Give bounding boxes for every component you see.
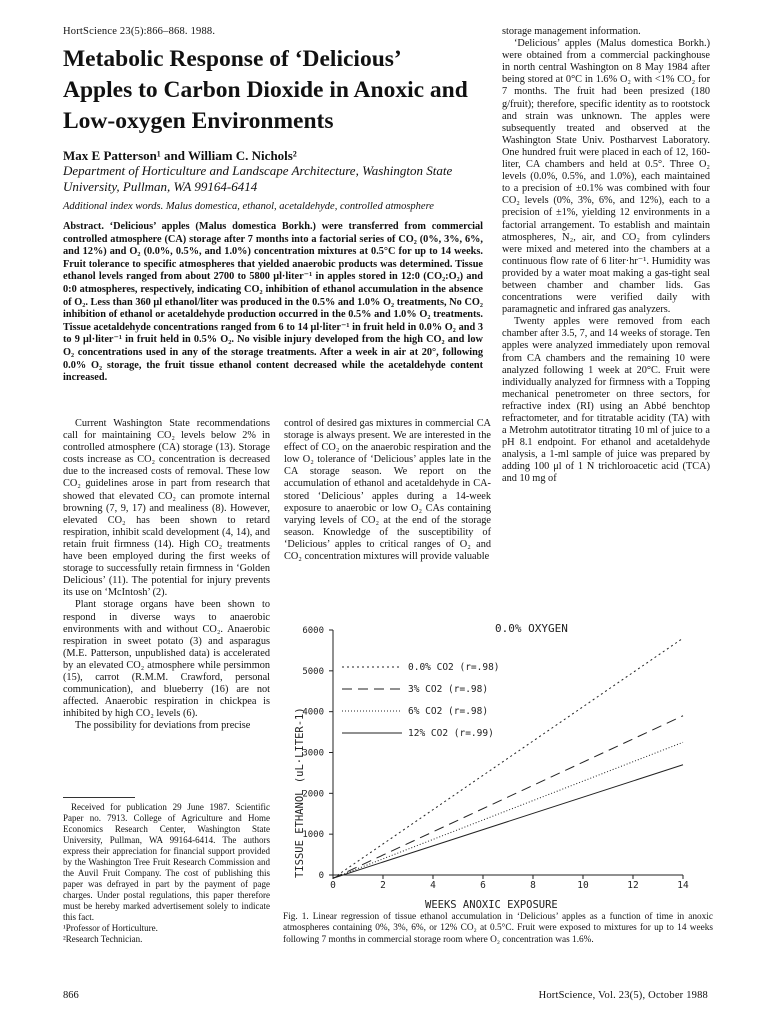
y-tick-label: 0: [318, 871, 324, 881]
affiliation: Department of Horticulture and Landscape Architecture, Washington State University, Pullman, WA 99164-6414: [63, 163, 453, 194]
abstract: Abstract. ‘Delicious’ apples (Malus domestica Borkh.) were transferred from commercial controlled atmosphere (CA) storage after 7 months into a factorial series of CO₂ (0%, 3%, 6%, and 12%) and O₂ (0.0%, 0.5%, and 1.0%) concentration mixtures at 0.5°C for up to 14 weeks. Fruit tolerance to specific atmospheres that yielded anaerobic products was determined. Tissue ethanol levels ranged from about 2700 to 5800 μl·liter⁻¹ in apples stored in 12:0 (CO₂:O₂) and 0:0 atmospheres, respectively, indicating CO₂ inhibition of ethanol accumulation in the absence of O₂. Less than 360 μl ethanol/liter was produced in the 0.5% and 1.0% O₂ treatments, No CO₂ inhibition of ethanol or acetaldehyde production occurred in the 0.5% and 1.0% O₂ treatments. Tissue acetaldehyde concentrations ranged from 6 to 14 μl·liter⁻¹ in fruit held in 0.0% O₂ and 3 to 9 μl·liter⁻¹ in fruit held in 0.5% O₂. No visible injury developed from the high CO₂ and low O₂ concentrations used in any of the storage treatments. After a week in air at 20°, following 0.0% O₂ storage, the fruit tissue ethanol content decreased while the acetaldehyde content increased.: [63, 221, 483, 384]
page-number: 866: [63, 990, 79, 1001]
paragraph: ‘Delicious’ apples (Malus domestica Borkh.) were obtained from a commercial packinghouse in north central Washington on 8 May 1984 after being stored at 0°C in 1.6% O₂ with <1% CO₂ for 7 months. The fruit had been presized (180 g/fruit); therefore, specific identity as to rootstock and strain was unknown. The apples were subsequently treated and observed at the Washington State Univ. Postharvest Laboratory. One hundred fruit were placed in each of 12, 160-liter, CA chambers and held at 0.5°. Three O₂ levels (0.0%, 0.5%, and 1.0%), each maintained to a precision of ±0.1% was combined with four CO₂ levels (0%, 3%, 6%, and 12%), each to a precision of ±1%, yielding 12 environments in a factorial arrangement. To establish and maintain atmospheres, N₂, air, and CO₂ from cylinders were mixed and metered into the chambers at a continuous flow rate of 6 liter·hr⁻¹. Humidity was provided by a water moat making a gas-tight seal between chamber and chamber lids. Gas concentrations were verified daily with paramagnetic and infrared gas analyzers.: [502, 38, 710, 316]
x-tick-label: 12: [627, 880, 639, 891]
footnote: ¹Professor of Horticulture.: [63, 923, 158, 933]
x-tick-label: 2: [380, 880, 386, 891]
body-column-1: [63, 418, 270, 732]
legend-entry: 0.0% CO2 (r=.98): [408, 662, 500, 673]
y-tick-label: 5000: [302, 666, 324, 677]
x-tick-label: 4: [430, 880, 436, 891]
authors: Max E Patterson¹ and William C. Nichols²: [63, 148, 297, 163]
y-tick-label: 1000: [302, 830, 324, 841]
ethanol-chart: [270, 612, 710, 910]
figure-caption: Fig. 1. Linear regression of tissue ethanol accumulation in ‘Delicious’ apples as a function of time in anoxic atmospheres containing 0%, 3%, 6%, or 12% CO₂ at 0.5°C. Fruit were exposed to mixtures for up to 14 weeks following 7 months in commercial storage room where O₂ concentration was 1.6%.: [283, 912, 713, 945]
footnote-divider: [63, 797, 135, 798]
y-tick-label: 6000: [302, 626, 324, 636]
series-line: [333, 638, 683, 878]
series-line: [333, 765, 683, 879]
footnotes: [63, 802, 270, 945]
chart-title: 0.0% OXYGEN: [495, 622, 568, 635]
footnote: ²Research Technician.: [63, 934, 143, 944]
paragraph: control of desired gas mixtures in commercial CA storage is always present. We are interested in the effect of CO₂ on the anaerobic respiration and the low O₂ tolerance of ‘Delicious’ apples late in the CA storage season. We report on the accumulation of ethanol and acetaldehyde in CA-stored ‘Delicious’ apples during a 14-week exposure to anaerobic or low O₂ CAs containing varying levels of CO₂ at the end of the storage season. Knowledge of the susceptibility of ‘Delicious’ apples to critical ranges of O₂ and CO₂ concentration mixtures will provide valuable: [284, 418, 491, 563]
paragraph: storage management information.: [502, 26, 641, 37]
y-tick-label: 2000: [302, 789, 324, 800]
legend-entry: 3% CO2 (r=.98): [408, 684, 489, 695]
body-column-2: [284, 418, 491, 563]
x-tick-label: 10: [577, 880, 589, 891]
body-column-3: [502, 26, 710, 486]
journal-header: HortScience 23(5):866–868. 1988.: [63, 26, 216, 37]
legend-entry: 12% CO2 (r=.99): [408, 728, 494, 739]
x-tick-label: 14: [677, 880, 689, 891]
paragraph: The possibility for deviations from precise: [75, 720, 251, 732]
x-tick-label: 0: [330, 880, 336, 891]
y-axis-label: TISSUE ETHANOL (uL·LITER-1): [294, 707, 306, 878]
y-tick-label: 4000: [302, 707, 324, 718]
footnote: Received for publication 29 June 1987. Scientific Paper no. 7913. College of Agriculture and Home Economics Research Center, Washington State University, Pullman, WA 99164-6414. The authors express their appreciation for financial support provided by the Washington Tree Fruit Research Commission and the Auvil Fruit Company. The cost of publishing this paper was defrayed in part by the payment of page charges. Under postal regulations, this paper therefore must be hereby marked advertisement solely to indicate this fact.: [63, 802, 270, 922]
x-axis-label: WEEKS ANOXIC EXPOSURE: [425, 899, 558, 910]
paragraph: Twenty apples were removed from each chamber after 3.5, 7, and 14 weeks of storage. Ten apples were analyzed immediately upon removal from CA chambers and the remaining 10 were analyzed following 1 week at 20°C. Fruit were individually analyzed for firmness with a Topping mechanical penetrometer on three sectors, for refractive index (RI) using an Abbé benchtop refractometer, and for titratable acidity (TA) with a Metrohm autotitrator titrating 10 ml of juice to a pH 8.1 endpoint. For ethanol and acetaldehyde analysis, a 1-ml sample of juice was prepared by adding 100 μl of 1 N trichloroacetic acid (TCA) and 10 mg of: [502, 316, 710, 485]
x-tick-label: 6: [480, 880, 486, 891]
article-title: Metabolic Response of ‘Delicious’ Apples to Carbon Dioxide in Anoxic and Low-oxygen Environments: [63, 46, 468, 134]
series-line: [333, 742, 683, 878]
legend-entry: 6% CO2 (r=.98): [408, 706, 489, 717]
x-tick-label: 8: [530, 880, 536, 891]
paragraph: Current Washington State recommendations call for maintaining CO₂ levels below 2% in controlled atmosphere (CA) storage (13). Storage costs increase as CO₂ concentration is decreased due to the increased costs of removal. These low CO₂ guidelines arose in part from research that showed that elevated CO₂ can promote internal browning (7, 9, 17) and mealiness (8). However, elevated CO₂ has been shown to retard respiration, inhibit scald development (4, 14), and retain fruit firmness (14). High CO₂ treatments have been employed during the first weeks of storage to successfully retain firmness in ‘Golden Delicious’ (11). The potential for injury prevents its use on ‘McIntosh’ (2).: [63, 418, 270, 599]
footer-journal: HortScience, Vol. 23(5), October 1988: [538, 990, 708, 1001]
y-tick-label: 3000: [302, 748, 324, 759]
series-line: [333, 716, 683, 879]
paragraph: Plant storage organs have been shown to respond in diverse ways to anaerobic environments with and without CO₂. Anaerobic respiration in sweet potato (3) and asparagus (M.E. Patterson, unpublished data) is accelerated by an elevated CO₂ atmosphere while persimmon (15), carrot (R.M.M. Crawford, personal communication), and blueberry (16) are not affected. Anaerobic respiration in chickpea is inhibited by high CO₂ levels (6).: [63, 599, 270, 720]
index-words: Additional index words. Malus domestica, ethanol, acetaldehyde, controlled atmosphere: [63, 201, 434, 212]
